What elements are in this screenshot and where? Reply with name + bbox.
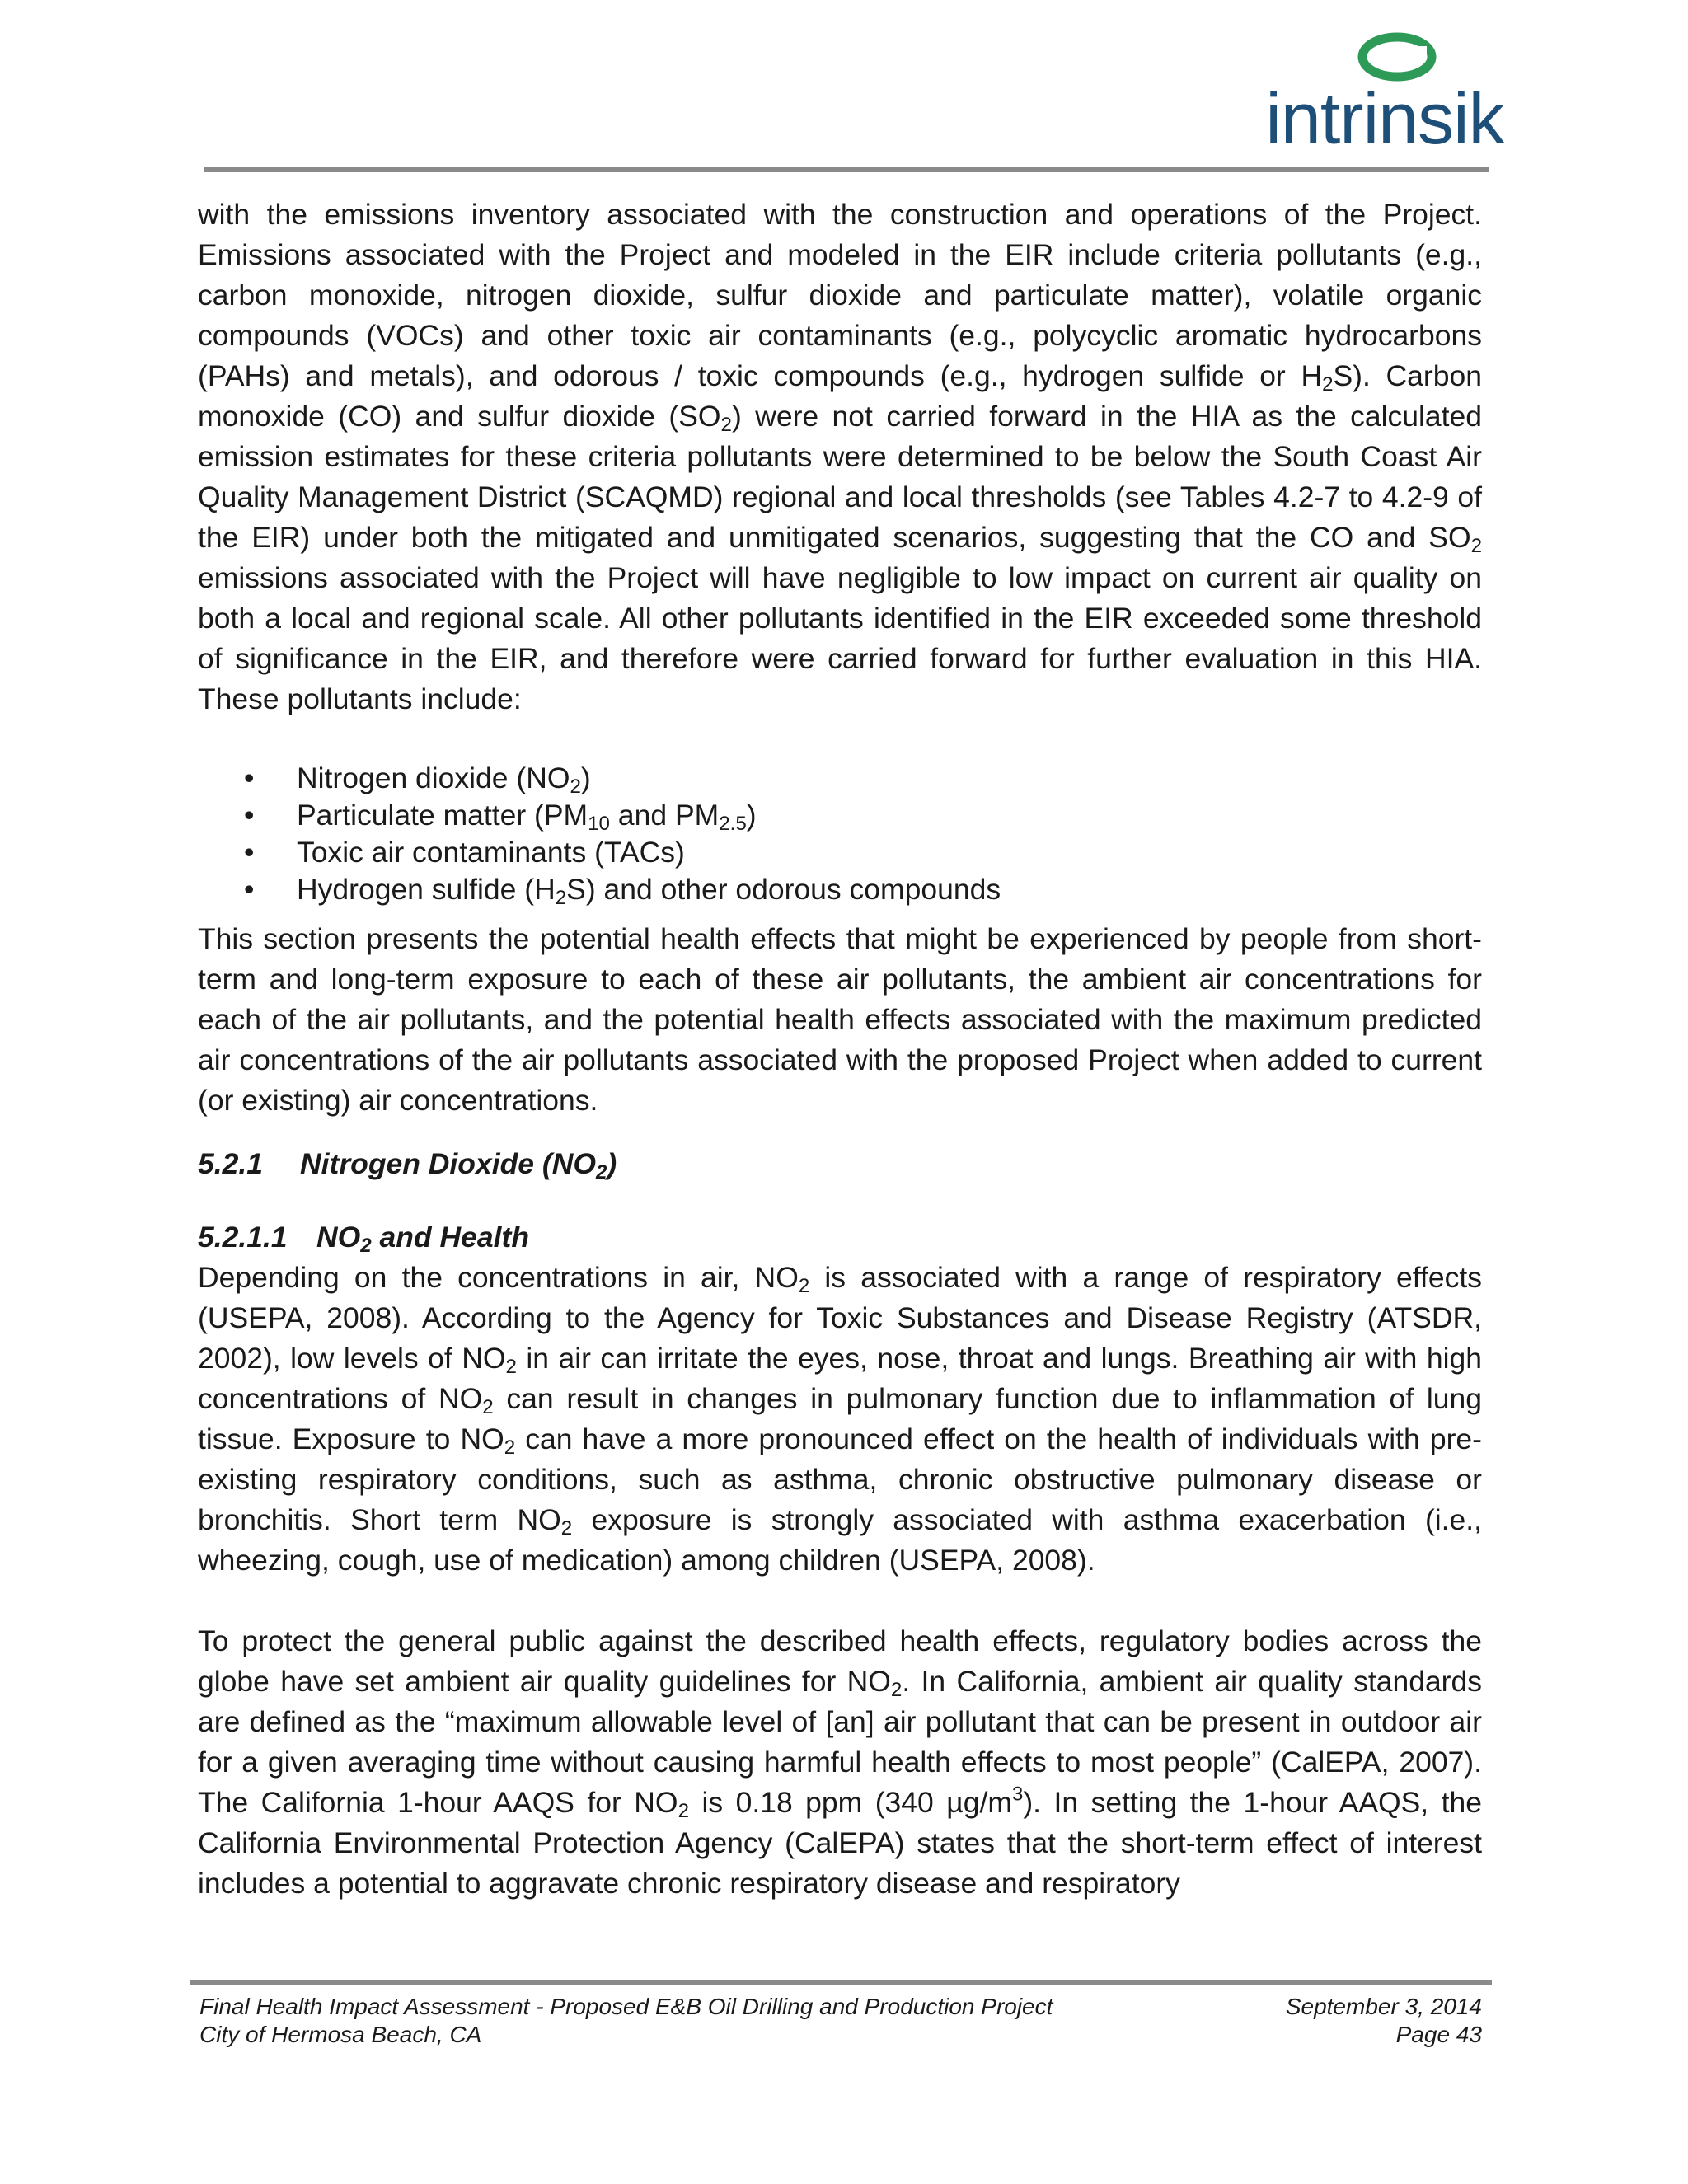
footer-document-title: Final Health Impact Assessment - Proposed E&B Oil Drilling and Production Project bbox=[199, 1994, 1053, 2019]
document-body bbox=[198, 194, 1482, 1904]
air-quality-standards-paragraph: To protect the general public against the described health effects, regulatory bodies across the globe have set ambient air quality guidelines for $NO_2$. In California, ambient air quality standards are defined as the “maximum allowable level of [an] air pollutant that can be present in outdoor air for a given averaging time without causing harmful health effects to most people” (CalEPA, 2007). The California 1-hour AAQS for $NO_2$ is 0.18 ppm (340 $\mu g/m^3$). In setting the 1-hour AAQS, the California Environmental Protection Agency (CalEPA) states that the short-term effect of interest includes a potential to aggravate chronic respiratory disease and respiratory bbox=[198, 1624, 1483, 1900]
pollutant-list bbox=[198, 760, 1482, 908]
list-item: • Particulate matter ($PM_{10}$ and $PM_{2.5}$) bbox=[244, 799, 757, 836]
page-footer bbox=[199, 1993, 1482, 2049]
list-item: • Hydrogen sulfide $(H_2S)$ and other odorous compounds bbox=[244, 873, 1001, 910]
footer-date: September 3, 2014 bbox=[1285, 1994, 1482, 2019]
logo-ring-icon bbox=[1356, 31, 1438, 82]
footer-page-number: Page 43 bbox=[1395, 2022, 1482, 2047]
footer-location: City of Hermosa Beach, CA bbox=[199, 2022, 482, 2047]
no2-health-paragraph: Depending on the concentrations in air, $NO_2$ is associated with a range of respiratory effects (USEPA, 2008). According to the Agency for Toxic Substances and Disease Registry (ATSDR, 2002), low levels of $NO_2$ in air can irritate the eyes, nose, throat and lungs. Breathing air with high concentrations of $NO_2$ can result in changes in pulmonary function due to inflammation of lung tissue. Exposure to $NO_2$ can have a more pronounced effect on the health of individuals with pre-existing respiratory conditions, such as asthma, chronic obstructive pulmonary disease or bronchitis. Short term $NO_2$ exposure is strongly associated with asthma exacerbation (i.e., wheezing, cough, use of medication) among children (USEPA, 2008). bbox=[198, 1261, 1482, 1577]
header-rule bbox=[204, 167, 1489, 172]
company-logo bbox=[1261, 31, 1508, 159]
list-item: • Nitrogen dioxide $(NO_2)$ bbox=[244, 762, 591, 799]
footer-rule bbox=[190, 1980, 1492, 1985]
logo-wordmark: intrinsik bbox=[1265, 77, 1504, 159]
section-heading-5-2-1: 5.2.1 Nitrogen Dioxide $(NO_2)$ bbox=[198, 1147, 617, 1184]
intro-paragraph: with the emissions inventory associated with the construction and operations of the Project. Emissions associated with the Project and modeled in the EIR include criteria pollutants (e.g., carbon monoxide, nitrogen dioxide, sulfur dioxide and particulate matter), volatile organic compounds (VOCs) and other toxic air contaminants (e.g., polycyclic aromatic hydrocarbons (PAHs) and metals), and odorous / toxic compounds (e.g., hydrogen sulfide or $H_2S$). Carbon monoxide (CO) and sulfur dioxide $(SO_2)$ were not carried forward in the HIA as the calculated emission estimates for these criteria pollutants were determined to be below the South Coast Air Quality Management District (SCAQMD) regional and local thresholds (see Tables 4.2-7 to 4.2-9 of the EIR) under both the mitigated and unmitigated scenarios, suggesting that the CO and $SO_2$ emissions associated with the Project will have negligible to low impact on current air quality on both a local and regional scale. All other pollutants identified in the EIR exceeded some threshold of significance in the EIR, and therefore were carried forward for further evaluation in this HIA. These pollutants include: bbox=[198, 198, 1482, 715]
list-item: • Toxic air contaminants (TACs) bbox=[244, 836, 685, 869]
section-heading-5-2-1-1: 5.2.1.1 $NO_2$ and Health bbox=[198, 1221, 530, 1258]
section-summary-paragraph: This section presents the potential health effects that might be experienced by people from short-term and long-term exposure to each of these air pollutants, the ambient air concentrations for each of the air pollutants, and the potential health effects associated with the maximum predicted air concentrations of the air pollutants associated with the proposed Project when added to current (or existing) air concentrations. bbox=[198, 922, 1482, 1117]
